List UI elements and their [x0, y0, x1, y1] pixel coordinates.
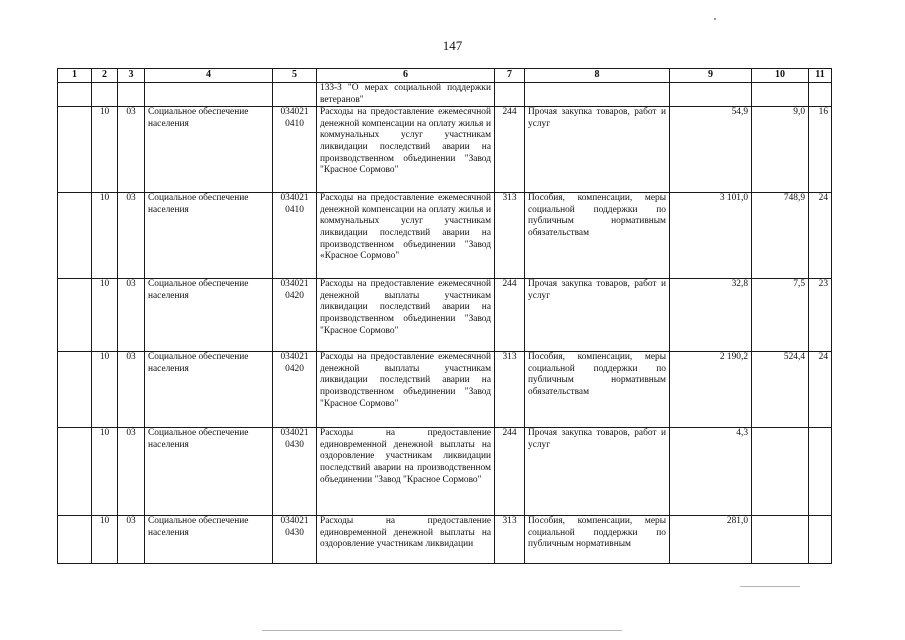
expense-type-name: Прочая закупка товаров, работ и услуг: [525, 428, 670, 516]
col-header-7: 7: [495, 69, 525, 83]
amount-col-11: 16: [809, 107, 832, 193]
table-row: [58, 193, 832, 279]
table-row: [58, 428, 832, 516]
amount-col-9: 3 101,0: [670, 193, 752, 279]
target-article-code: 034021 0430: [273, 428, 317, 516]
budget-table: [57, 68, 832, 564]
section-name: Социальное обеспечение населения: [145, 279, 273, 352]
expense-type-name: Пособия, компенсации, меры социальной поддержки по публичным нормативным обязательствам: [525, 193, 670, 279]
amount-col-9: 54,9: [670, 107, 752, 193]
col-header-3: 3: [118, 69, 145, 83]
amount-col-9: 281,0: [670, 516, 752, 564]
continuation-description: 133-З "О мерах социальной поддержки ветеранов": [317, 83, 495, 107]
amount-col-10: 748,9: [752, 193, 809, 279]
col-header-5: 5: [273, 69, 317, 83]
table-row: [58, 107, 832, 193]
amount-col-9: 32,8: [670, 279, 752, 352]
amount-col-11: 24: [809, 352, 832, 428]
col-header-11: 11: [809, 69, 832, 83]
subsection-code: 03: [118, 107, 145, 193]
target-article-code: 034021 0420: [273, 352, 317, 428]
expense-type-code: 244: [495, 428, 525, 516]
scan-artifact-line: [262, 630, 622, 631]
expense-description: Расходы на предоставление единовременной денежной выплаты на оздоровление участникам ликвидации: [317, 516, 495, 564]
amount-col-11: [809, 516, 832, 564]
col-header-6: 6: [317, 69, 495, 83]
target-article-code: 034021 0420: [273, 279, 317, 352]
expense-type-name: Прочая закупка товаров, работ и услуг: [525, 279, 670, 352]
amount-col-11: [809, 428, 832, 516]
scan-artifact-line: [740, 586, 800, 587]
target-article-code: 034021 0430: [273, 516, 317, 564]
expense-type-code: 244: [495, 279, 525, 352]
col-header-8: 8: [525, 69, 670, 83]
amount-col-11: 24: [809, 193, 832, 279]
section-code: 10: [92, 193, 118, 279]
amount-col-9: 4,3: [670, 428, 752, 516]
section-name: Социальное обеспечение населения: [145, 193, 273, 279]
section-code: 10: [92, 279, 118, 352]
subsection-code: 03: [118, 352, 145, 428]
col-header-2: 2: [92, 69, 118, 83]
target-article-code: 034021 0410: [273, 193, 317, 279]
col-header-10: 10: [752, 69, 809, 83]
header-row: [58, 69, 832, 83]
expense-type-code: 244: [495, 107, 525, 193]
expense-type-code: 313: [495, 516, 525, 564]
expense-type-name: Прочая закупка товаров, работ и услуг: [525, 107, 670, 193]
expense-type-name: Пособия, компенсации, меры социальной поддержки по публичным нормативным обязательствам: [525, 352, 670, 428]
page-number: 147: [442, 38, 463, 53]
subsection-code: 03: [118, 279, 145, 352]
expense-type-code: 313: [495, 352, 525, 428]
amount-col-10: [752, 516, 809, 564]
section-name: Социальное обеспечение населения: [145, 428, 273, 516]
expense-description: Расходы на предоставление ежемесячной денежной выплаты участникам ликвидации последствий аварии на производственном объединении "Завод "Красное Сормово": [317, 279, 495, 352]
target-article-code: 034021 0410: [273, 107, 317, 193]
amount-col-9: 2 190,2: [670, 352, 752, 428]
scan-artifact-dot: [714, 18, 716, 20]
section-code: 10: [92, 107, 118, 193]
section-name: Социальное обеспечение населения: [145, 107, 273, 193]
continuation-row: [58, 83, 832, 107]
col-header-4: 4: [145, 69, 273, 83]
table-row: [58, 279, 832, 352]
amount-col-11: 23: [809, 279, 832, 352]
expense-type-name: Пособия, компенсации, меры социальной поддержки по публичным нормативным: [525, 516, 670, 564]
table-row: [58, 352, 832, 428]
amount-col-10: [752, 428, 809, 516]
amount-col-10: 524,4: [752, 352, 809, 428]
section-code: 10: [92, 352, 118, 428]
expense-description: Расходы на предоставление ежемесячной денежной выплаты участникам ликвидации последствий аварии на производственном объединении "Завод "Красное Сормово": [317, 352, 495, 428]
table-row: [58, 516, 832, 564]
expense-description: Расходы на предоставление единовременной денежной выплаты на оздоровление участникам ликвидации последствий аварии на производственном объединении "Завод "Красное Сормово": [317, 428, 495, 516]
section-code: 10: [92, 516, 118, 564]
section-name: Социальное обеспечение населения: [145, 516, 273, 564]
expense-description: Расходы на предоставление ежемесячной денежной компенсации на оплату жилья и коммунальных услуг участникам ликвидации последствий аварии на производственном объединении "Завод "Красное Сормово": [317, 107, 495, 193]
subsection-code: 03: [118, 193, 145, 279]
amount-col-10: 9,0: [752, 107, 809, 193]
subsection-code: 03: [118, 516, 145, 564]
col-header-9: 9: [670, 69, 752, 83]
expense-description: Расходы на предоставление ежемесячной денежной компенсации на оплату жилья и коммунальных услуг участникам ликвидации последствий аварии на производственном объединении "Завод «Красное Сормово": [317, 193, 495, 279]
amount-col-10: 7,5: [752, 279, 809, 352]
col-header-1: 1: [58, 69, 92, 83]
subsection-code: 03: [118, 428, 145, 516]
section-code: 10: [92, 428, 118, 516]
section-name: Социальное обеспечение населения: [145, 352, 273, 428]
expense-type-code: 313: [495, 193, 525, 279]
